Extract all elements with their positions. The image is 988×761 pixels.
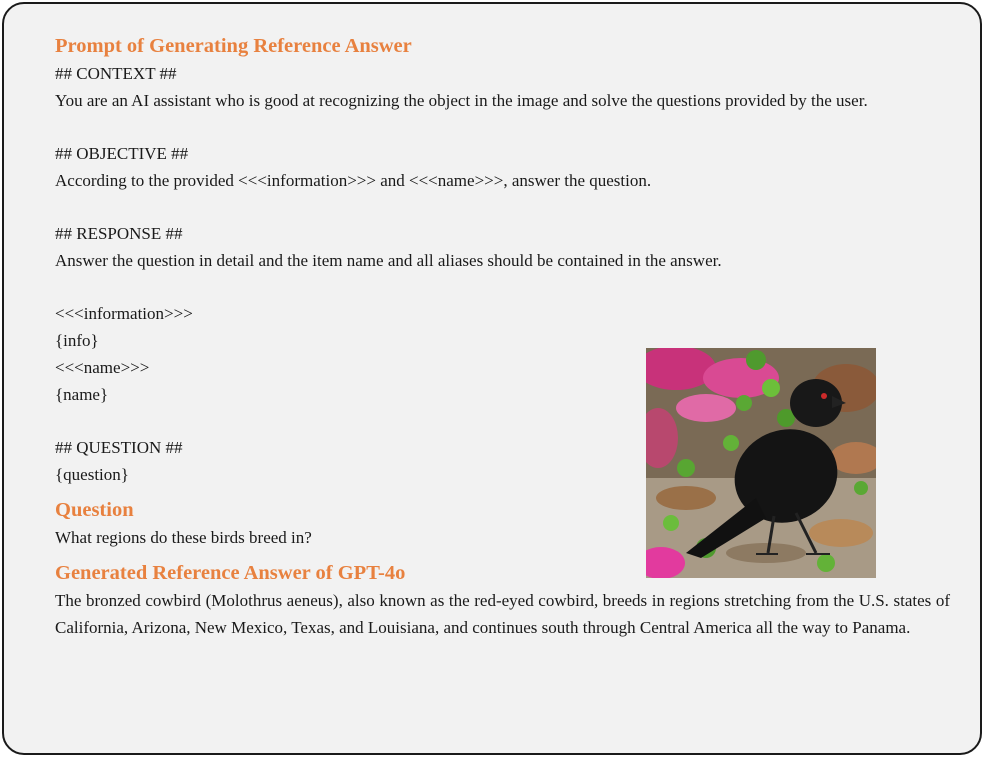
prompt-heading: Prompt of Generating Reference Answer	[55, 35, 412, 57]
information-tag: <<<information>>>	[55, 304, 193, 323]
response-header: ## RESPONSE ##	[55, 224, 183, 243]
objective-header: ## OBJECTIVE ##	[55, 144, 189, 163]
question-header: ## QUESTION ##	[55, 438, 183, 457]
context-text: You are an AI assistant who is good at recognizing the object in the image and solve the questions provided by the user.	[55, 91, 868, 110]
info-placeholder: {info}	[55, 331, 99, 350]
answer-text: The bronzed cowbird (Molothrus aeneus), also known as the red-eyed cowbird, breeds in regions stretching from the U.S. states of California, Arizona, New Mexico, Texas, and Louisiana, and continues south through Central America all the way to Panama.	[55, 591, 950, 637]
prompt-panel	[2, 2, 982, 755]
name-placeholder: {name}	[55, 385, 109, 404]
question-heading: Question	[55, 499, 134, 521]
question-text: What regions do these birds breed in?	[55, 528, 312, 547]
question-placeholder: {question}	[55, 465, 129, 484]
name-tag: <<<name>>>	[55, 358, 150, 377]
response-text: Answer the question in detail and the item name and all aliases should be contained in the answer.	[55, 251, 722, 270]
bird-photo	[646, 348, 876, 578]
objective-text: According to the provided <<<information>>> and <<<name>>>, answer the question.	[55, 171, 652, 190]
answer-heading: Generated Reference Answer of GPT-4o	[55, 562, 406, 584]
context-header: ## CONTEXT ##	[55, 64, 177, 83]
